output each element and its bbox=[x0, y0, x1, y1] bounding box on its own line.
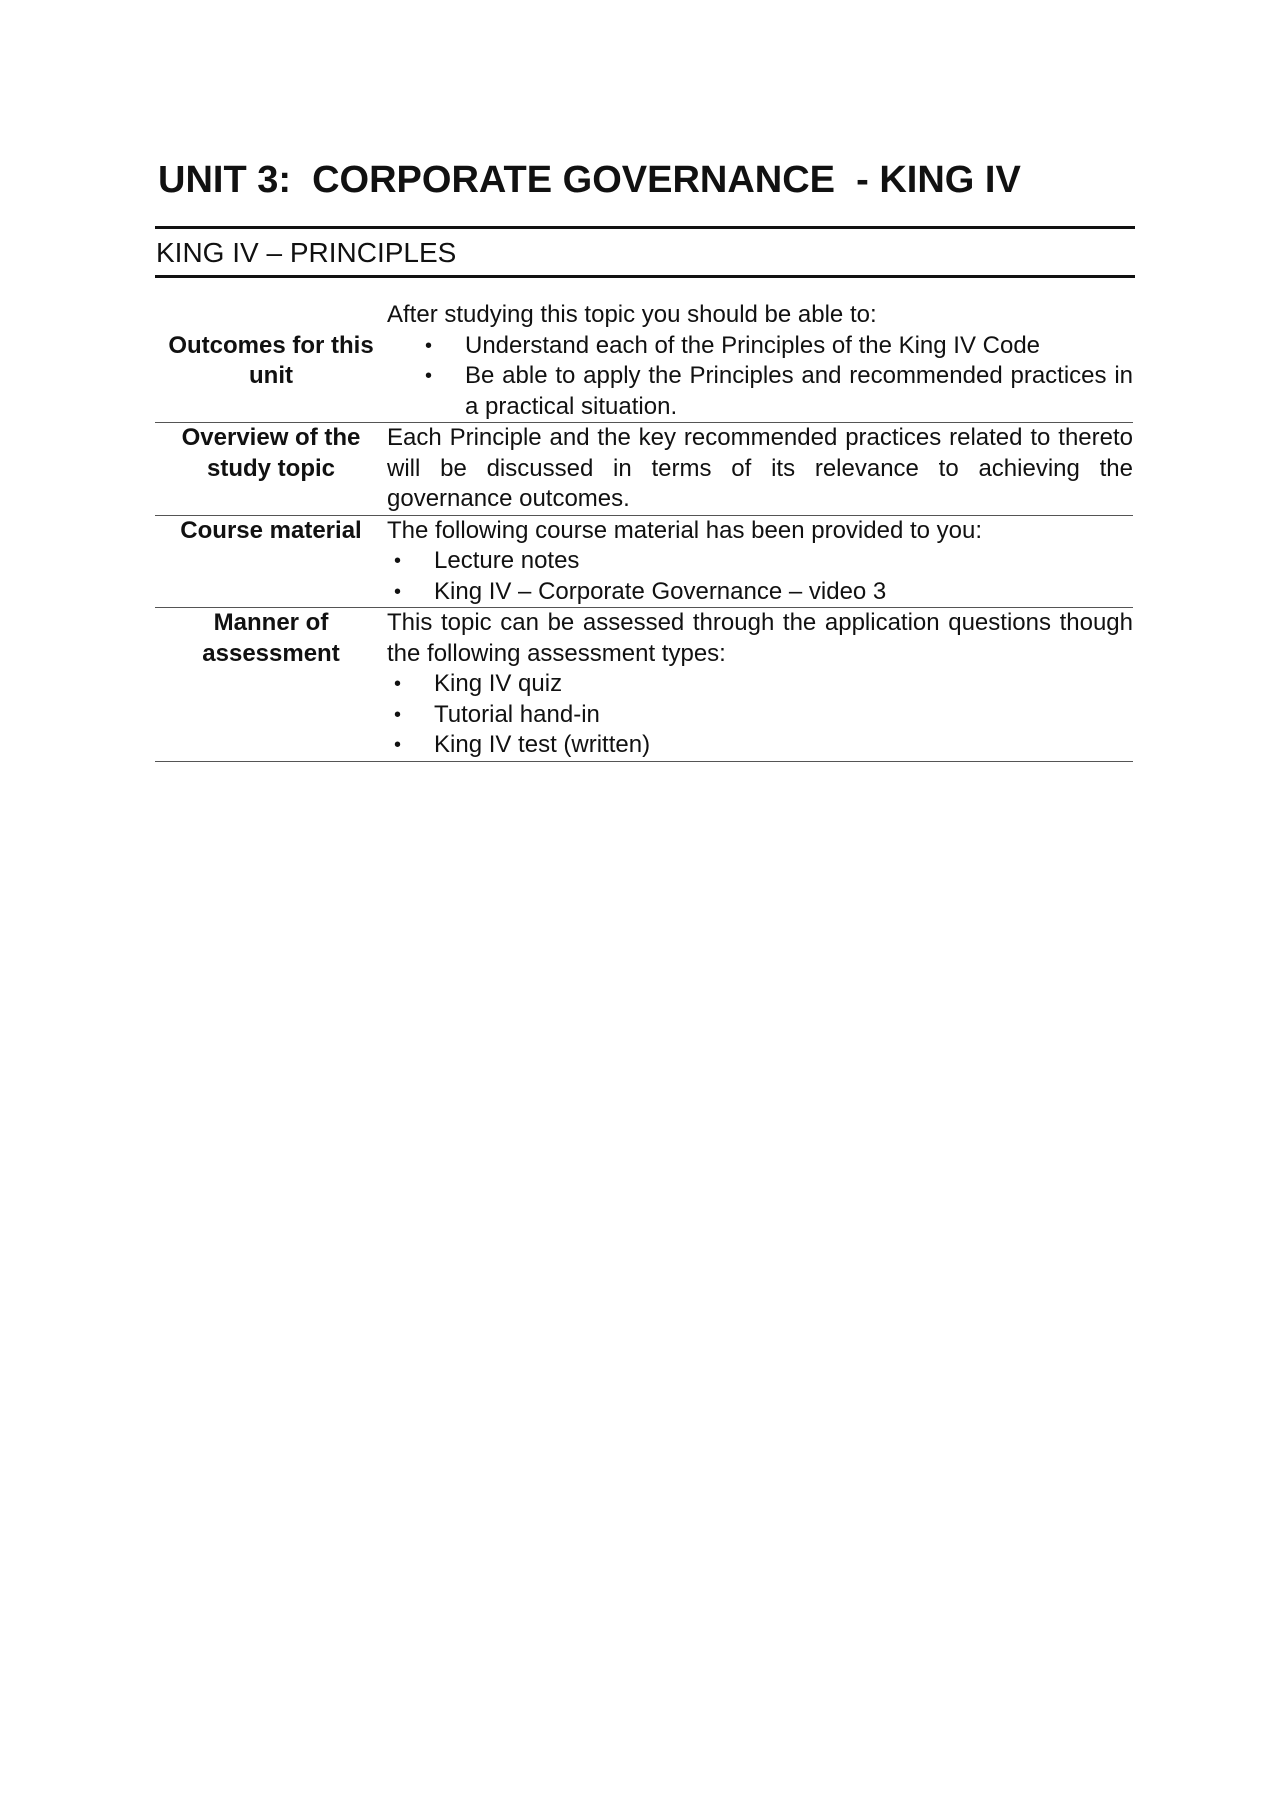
row-label-overview: Overview of the study topic bbox=[155, 423, 387, 516]
assessment-list bbox=[387, 669, 1133, 761]
list-item bbox=[387, 700, 1133, 731]
course-material-list bbox=[387, 546, 1133, 607]
bullet-icon: • bbox=[394, 703, 402, 726]
bullet-icon: • bbox=[394, 734, 402, 756]
row-label-assessment: Manner of assessment bbox=[155, 608, 387, 762]
section-title: KING IV – PRINCIPLES bbox=[156, 237, 457, 268]
list-item-text: Be able to apply the Principles and recommended practices in a practical situation. bbox=[465, 362, 1133, 420]
row-label-course-material: Course material bbox=[155, 515, 387, 608]
list-item-text: Lecture notes bbox=[434, 547, 580, 574]
row-content-assessment bbox=[387, 608, 1133, 762]
outcomes-list bbox=[387, 331, 1133, 423]
bullet-icon: • bbox=[394, 550, 402, 572]
list-item bbox=[387, 577, 1133, 608]
unit-overview-table bbox=[155, 300, 1133, 762]
table-row-outcomes bbox=[155, 300, 1133, 423]
bullet-icon: • bbox=[394, 580, 402, 603]
list-item-text: King IV – Corporate Governance – video 3 bbox=[434, 577, 887, 605]
outcomes-intro: After studying this topic you should be able to: bbox=[387, 301, 877, 328]
row-content-overview bbox=[387, 423, 1133, 516]
row-content-outcomes bbox=[387, 300, 1133, 423]
list-item-text: Understand each of the Principles of the King IV Code bbox=[465, 331, 1041, 359]
list-item-text: King IV quiz bbox=[434, 670, 563, 697]
list-item bbox=[387, 546, 1133, 577]
list-item bbox=[387, 361, 1133, 422]
course-material-intro: The following course material has been provided to you: bbox=[387, 516, 983, 544]
bullet-icon: • bbox=[425, 365, 433, 387]
bullet-icon: • bbox=[394, 673, 402, 695]
table-row-assessment bbox=[155, 608, 1133, 762]
row-content-course-material bbox=[387, 515, 1133, 608]
unit-title: UNIT 3: CORPORATE GOVERNANCE - KING IV bbox=[158, 159, 1021, 201]
list-item bbox=[387, 730, 1133, 761]
section-divider-bottom bbox=[155, 275, 1135, 278]
table-row-overview bbox=[155, 423, 1133, 516]
table-row-course-material bbox=[155, 515, 1133, 608]
overview-text: Each Principle and the key recommended practices related to thereto will be discussed in terms of its relevance to achieving the governance outcomes. bbox=[387, 424, 1133, 512]
list-item-text: King IV test (written) bbox=[434, 731, 651, 758]
list-item bbox=[387, 669, 1133, 700]
list-item bbox=[387, 331, 1133, 362]
list-item-text: Tutorial hand-in bbox=[434, 700, 600, 728]
bullet-icon: • bbox=[425, 334, 433, 357]
document-page bbox=[155, 150, 1135, 762]
assessment-intro: This topic can be assessed through the application questions though the following assessment types: bbox=[387, 609, 1133, 667]
row-label-outcomes: Outcomes for this unit bbox=[155, 300, 387, 423]
